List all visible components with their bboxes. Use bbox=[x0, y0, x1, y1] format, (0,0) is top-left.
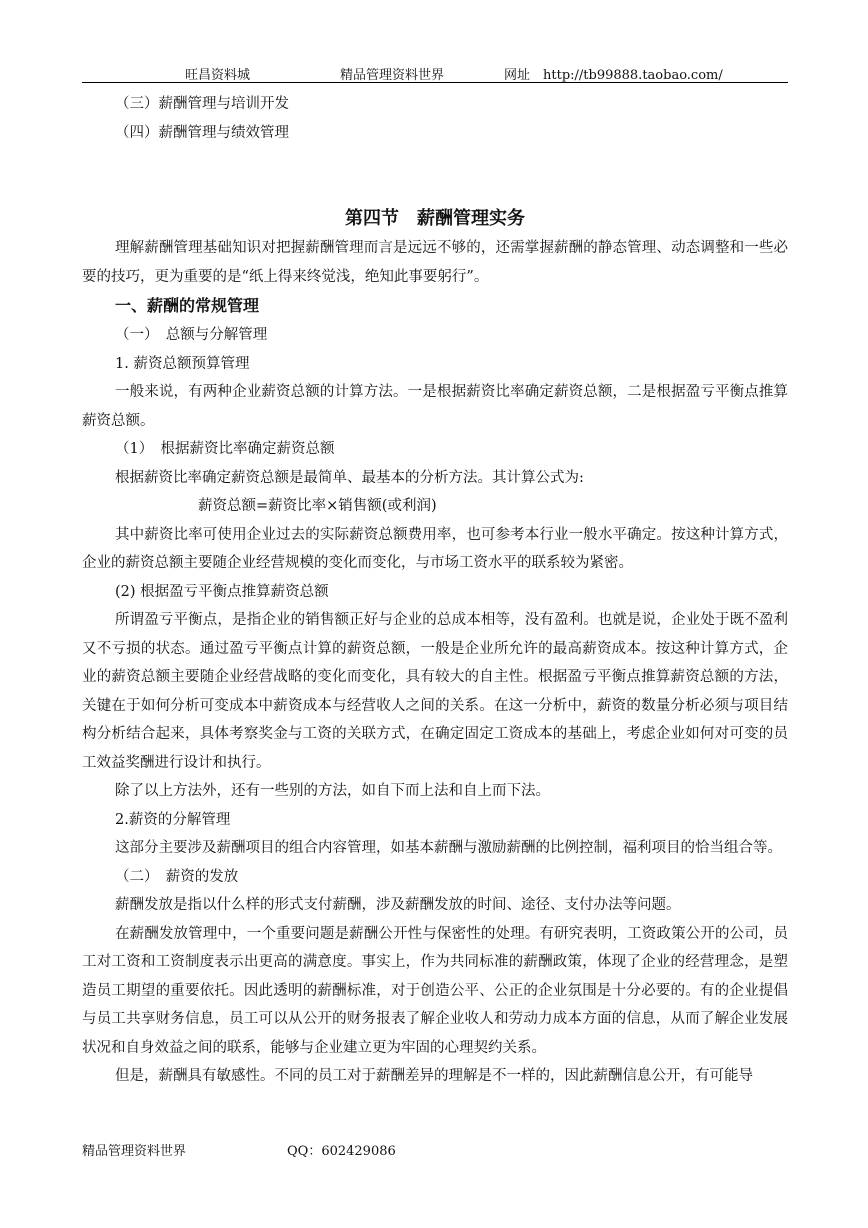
paragraph-decomposition: 这部分主要涉及薪酬项目的组合内容管理，如基本薪酬与激励薪酬的比例控制，福利项目的恰当组合等。 bbox=[115, 840, 782, 856]
header-url-text: 网址 http://tb99888.taobao.com/ bbox=[504, 68, 723, 83]
list-item-3: （三）薪酬管理与培训开发 bbox=[115, 96, 289, 112]
subheading-total-decomposition: （一） 总额与分解管理 bbox=[115, 327, 268, 343]
paragraph-other-methods: 除了以上方法外，还有一些别的方法，如自下而上法和自上而下法。 bbox=[115, 783, 550, 799]
paragraph-payment-definition: 薪酬发放是指以什么样的形式支付薪酬，涉及薪酬发放的时间、途径、支付办法等问题。 bbox=[115, 897, 681, 913]
subheading-breakeven-method: (2) 根据盈亏平衡点推算薪资总额 bbox=[115, 583, 329, 600]
paragraph-sensitivity: 但是，薪酬具有敏感性。不同的员工对于薪酬差异的理解是不一样的，因此薪酬信息公开，有可能导 bbox=[115, 1068, 753, 1084]
intro-paragraph: 理解薪酬管理基础知识对把握薪酬管理而言是远远不够的，还需掌握薪酬的静态管理、动态调整和一些必要的技巧，更为重要的是“纸上得来终觉浅，绝知此事要躬行”。 bbox=[82, 240, 788, 285]
item-budget-management: 1. 薪资总额预算管理 bbox=[115, 355, 250, 372]
footer-left-text: 精品管理资料世界 bbox=[82, 1144, 187, 1159]
header-left-text: 旺昌资料城 bbox=[185, 68, 251, 83]
paragraph-ratio-detail: 其中薪资比率可使用企业过去的实际薪资总额费用率，也可参考本行业一般水平确定。按这种计算方式，企业的薪资总额主要随企业经营规模的变化而变化，与市场工资水平的联系较为紧密。 bbox=[82, 526, 788, 571]
header-center-text: 精品管理资料世界 bbox=[340, 68, 445, 83]
page-header bbox=[82, 62, 788, 83]
paragraph-openness: 在薪酬发放管理中，一个重要问题是薪酬公开性与保密性的处理。有研究表明，工资政策公开的公司，员工对工资和工资制度表示出更高的满意度。事实上，作为共同标准的薪酬政策，体现了企业的经营理念，是塑造员工期望的重要依托。因此透明的薪酬标准，对于创造公平、公正的企业氛围是十分必要的。有的企业提倡与员工共享财务信息，员工可以从公开的财务报表了解企业收人和劳动力成本方面的信息，从而了解企业发展状况和自身效益之间的联系，能够与企业建立更为牢固的心理契约关系。 bbox=[82, 925, 788, 1056]
heading-regular-management: 一、薪酬的常规管理 bbox=[115, 296, 260, 315]
subheading-ratio-method: （1） 根据薪资比率确定薪资总额 bbox=[115, 441, 335, 457]
footer-qq-text: QQ：602429086 bbox=[287, 1144, 396, 1159]
paragraph-ratio-intro: 根据薪资比率确定薪资总额是最简单、最基本的分析方法。其计算公式为: bbox=[115, 469, 584, 486]
subheading-payment: （二） 薪资的发放 bbox=[115, 868, 239, 885]
section-title: 第四节 薪酬管理实务 bbox=[345, 208, 525, 229]
formula-line: 薪资总额=薪资比率×销售额(或利润) bbox=[198, 498, 437, 514]
document-body bbox=[82, 90, 788, 1091]
list-item-4: （四）薪酬管理与绩效管理 bbox=[115, 124, 289, 141]
paragraph-breakeven: 所谓盈亏平衡点，是指企业的销售额正好与企业的总成本相等，没有盈利。也就是说，企业处于既不盈利又不亏损的状态。通过盈亏平衡点计算的薪资总额，一般是企业所允许的最高薪资成本。按这种计算方式，企业的薪资总额主要随企业经营战略的变化而变化，具有较大的自主性。根据盈亏平衡点推算薪资总额的方法，关键在于如何分析可变成本中薪资成本与经营收人之间的关系。在这一分析中，薪资的数量分析必须与项目结构分析结合起来，具体考察奖金与工资的关联方式，在确定固定工资成本的基础上，考虑企业如何对可变的员工效益奖酬进行设计和执行。 bbox=[82, 612, 788, 771]
paragraph-two-methods: 一般来说，有两种企业薪资总额的计算方法。一是根据薪资比率确定薪资总额，二是根据盈亏平衡点推算薪资总额。 bbox=[82, 384, 788, 429]
item-decomposition: 2.薪资的分解管理 bbox=[115, 811, 231, 828]
